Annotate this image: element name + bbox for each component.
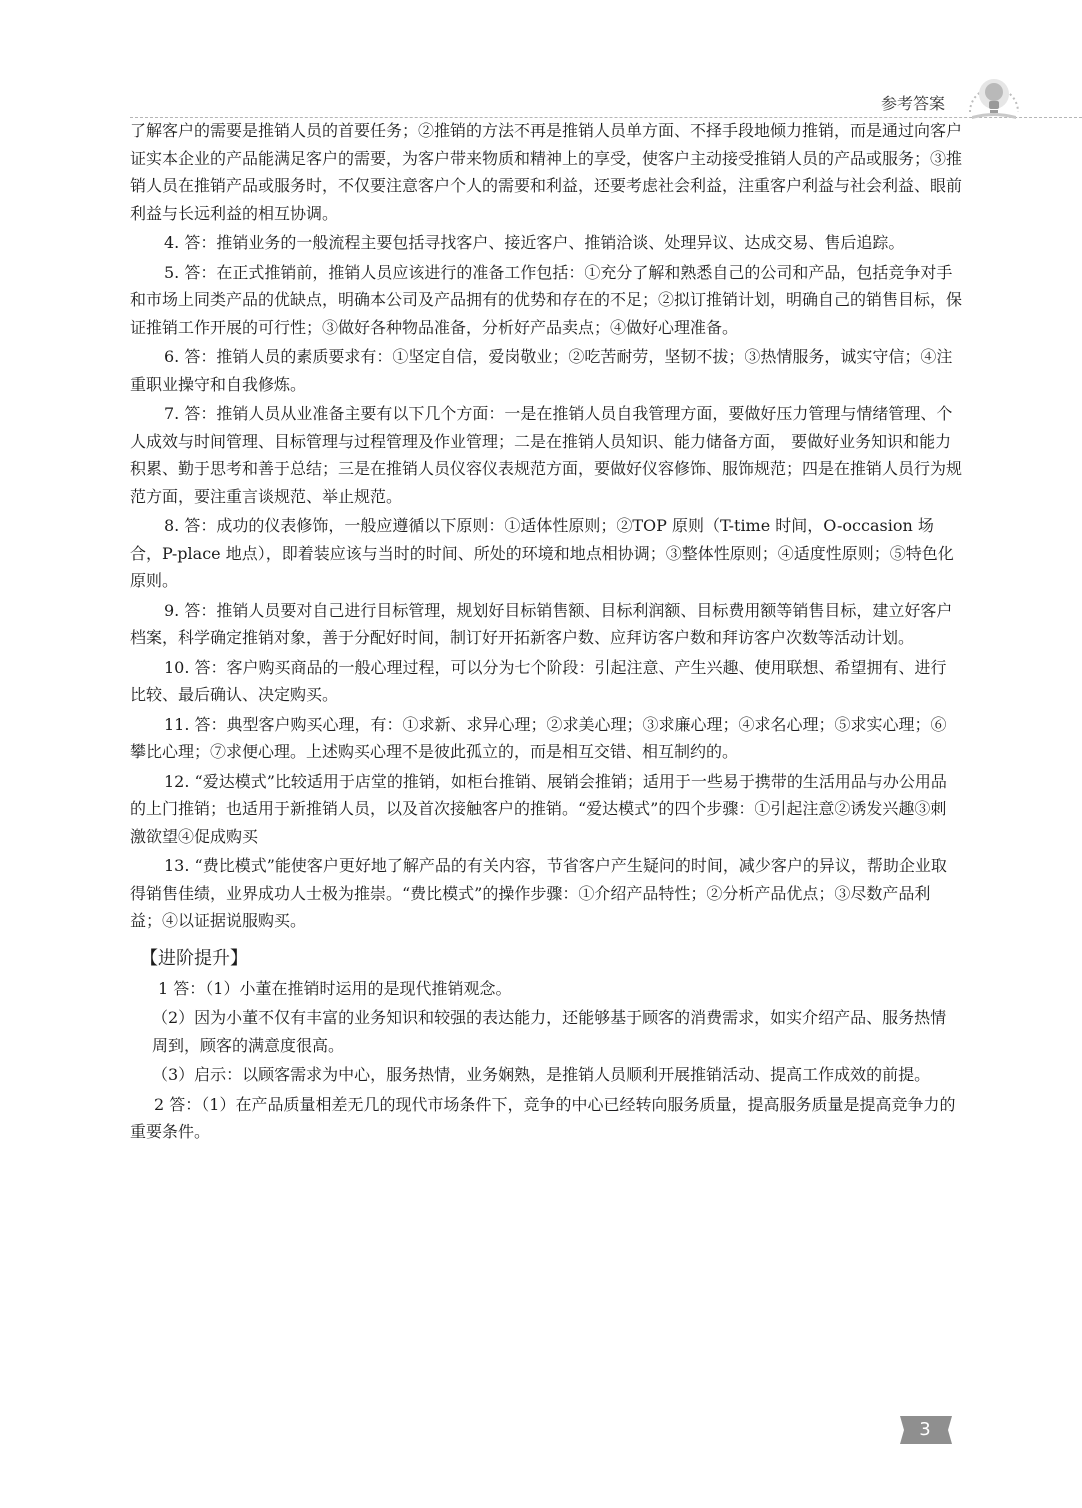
advanced-item-1: 1 答：（1）小董在推销时运用的是现代推销观念。 — [158, 978, 512, 998]
advanced-item-1-part-3: （3）启示：以顾客需求为中心，服务热情，业务娴熟，是推销人员顺利开展推销活动、提高工作成效的前提。 — [152, 1065, 931, 1084]
header-label: 参考答案 — [880, 94, 945, 113]
answer-7: 7. 答：推销人员从业准备主要有以下几个方面：一是在推销人员自我管理方面，要做好压力管理与情绪管理、个人成效与时间管理、目标管理与过程管理及作业管理；二是在推销人员知识、能力储备方面， 要做好业务知识和能力积累、勤于思考和善于总结；三是在推销人员仪容仪表规范方面，要做好仪容修饰、服饰规范；四是在推销人员行为规范方面，要注重言谈规范、举止规范。 — [130, 404, 963, 506]
advanced-item-2: 2 答：（1）在产品质量相差无几的现代市场条件下，竞争的中心已经转向服务质量，提高服务质量是提高竞争力的重要条件。 — [130, 1094, 956, 1141]
page-content — [130, 117, 962, 1146]
answer-5: 5. 答：在正式推销前，推销人员应该进行的准备工作包括：①充分了解和熟悉自己的公司和产品，包括竞争对手和市场上同类产品的优缺点，明确本公司及产品拥有的优势和存在的不足；②拟订推销计划，明确自己的销售目标，保证推销工作开展的可行性；③做好各种物品准备，分析好产品卖点；④做好心理准备。 — [130, 262, 963, 337]
section-title-advanced: 【进阶提升】 — [140, 947, 248, 969]
answer-6: 6. 答：推销人员的素质要求有：①坚定自信，爱岗敬业；②吃苦耐劳，坚韧不拔；③热情服务，诚实守信；④注重职业操守和自我修炼。 — [130, 347, 953, 394]
lightbulb-icon — [964, 66, 1024, 122]
answer-12: 12. “爱达模式”比较适用于店堂的推销，如柜台推销、展销会推销；适用于一些易于携带的生活用品与办公用品的上门推销；也适用于新推销人员，以及首次接触客户的推销。“爱达模式”的四个步骤：①引起注意②诱发兴趣③刺激欲望④促成购买 — [130, 771, 947, 846]
page-number: 3 — [919, 1419, 931, 1440]
answer-13: 13. “费比模式”能使客户更好地了解产品的有关内容，节省客户产生疑问的时间，减少客户的异议，帮助企业取得销售佳绩，业界成功人士极为推崇。“费比模式”的操作步骤：①介绍产品特性；②分析产品优点；③尽数产品利益；④以证据说服购买。 — [130, 856, 947, 930]
answer-11: 11. 答：典型客户购买心理，有：①求新、求异心理；②求美心理；③求廉心理；④求名心理；⑤求实心理；⑥攀比心理；⑦求便心理。上述购买心理不是彼此孤立的，而是相互交错、相互制约的。 — [130, 714, 947, 761]
answer-10: 10. 答：客户购买商品的一般心理过程，可以分为七个阶段：引起注意、产生兴趣、使用联想、希望拥有、进行比较、最后确认、决定购买。 — [130, 657, 947, 704]
answer-4: 4. 答：推销业务的一般流程主要包括寻找客户、接近客户、推销洽谈、处理异议、达成交易、售后追踪。 — [164, 233, 905, 252]
advanced-item-1-part-2: （2）因为小董不仅有丰富的业务知识和较强的表达能力，还能够基于顾客的消费需求，如实介绍产品、服务热情周到，顾客的满意度很高。 — [152, 1008, 947, 1055]
paragraph-continued: 了解客户的需要是推销人员的首要任务；②推销的方法不再是推销人员单方面、不择手段地倾力推销，而是通过向客户证实本企业的产品能满足客户的需要，为客户带来物质和精神上的享受，使客户主动接受推销人员的产品或服务；③推销人员在推销产品或服务时，不仅要注意客户个人的需要和利益，还要考虑社会利益，注重客户利益与社会利益、眼前利益与长远利益的相互协调。 — [130, 121, 963, 223]
answer-8: 8. 答：成功的仪表修饰，一般应遵循以下原则：①适体性原则；②TOP 原则（T-time 时间，O-occasion 场合，P-place 地点），即着装应该与当时的时间、所处的环境和地点相协调；③整体性原则；④适度性原则；⑤特色化原则。 — [130, 516, 954, 590]
answer-9: 9. 答：推销人员要对自己进行目标管理，规划好目标销售额、目标利润额、目标费用额等销售目标，建立好客户档案，科学确定推销对象，善于分配好时间，制订好开拓新客户数、应拜访客户数和拜访客户次数等活动计划。 — [130, 600, 953, 647]
